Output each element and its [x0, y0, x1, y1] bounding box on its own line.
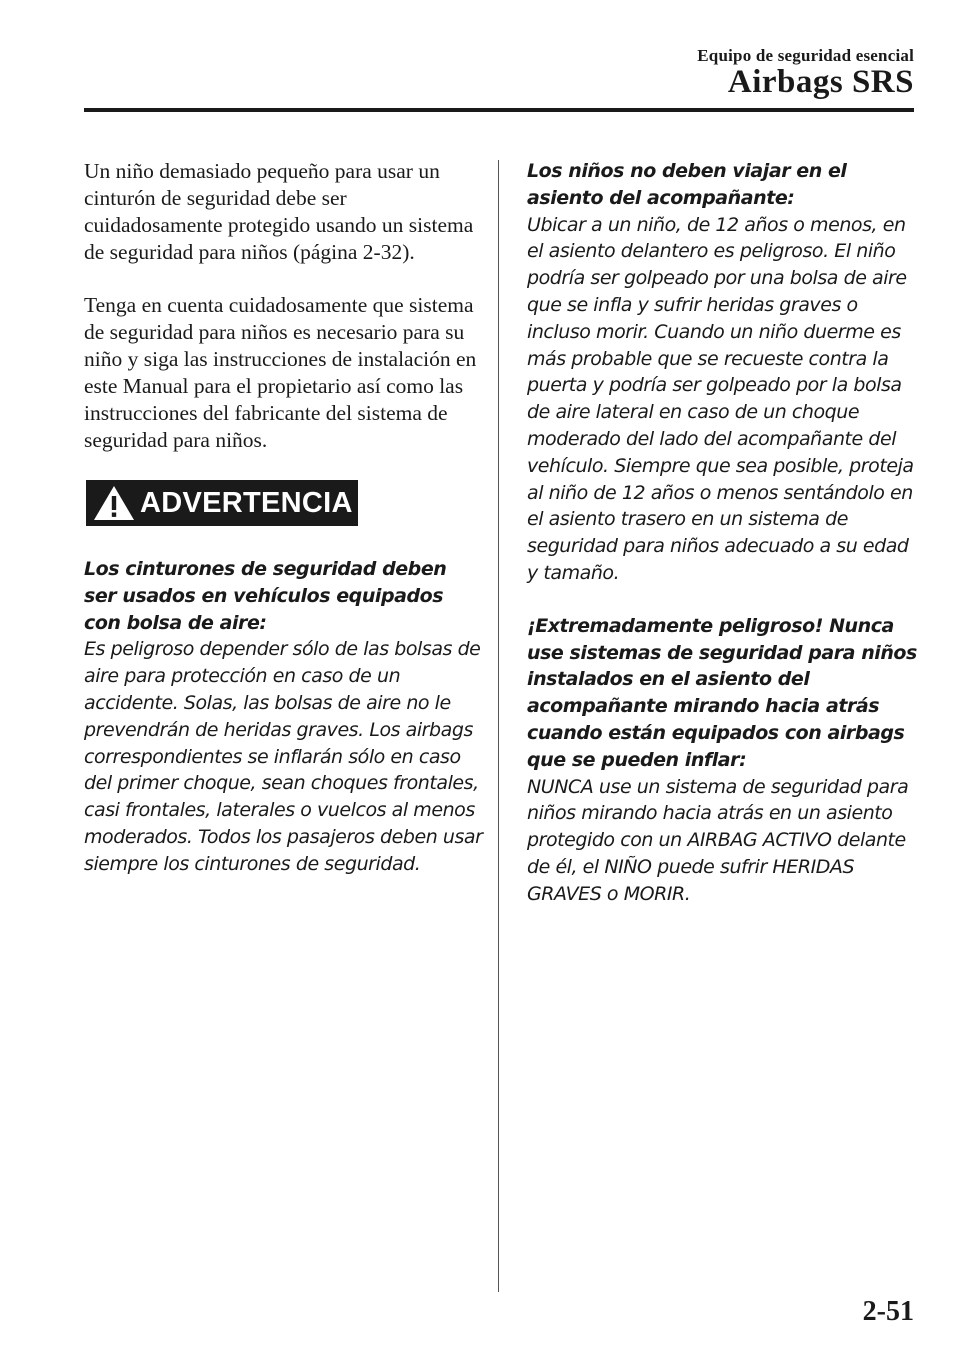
children-warning-body: Ubicar a un niño, de 12 años o menos, en el asiento delantero es peligroso. El niño podría ser golpeado por una bolsa de aire que se infla y sufrir heridas graves o incluso morir. Cuando un niño duerme es más probable que se recueste contra la puerta y podría ser golpeado por la bolsa de aire lateral en caso de un choque moderado del lado del acompañante del vehículo. Siempre que sea posible, proteja al niño de 12 años o menos sentándolo en el asiento trasero en un sistema de seguridad para niños adecuado a su edad y tamaño. — [527, 213, 914, 584]
warning-body: Es peligroso depender sólo de las bolsas de aire para protección en caso de un accidente. Solas, las bolsas de aire no le prevendrán de heridas graves. Los airbags correspondientes se inflarán sólo en caso del primer choque, sean choques frontales, casi frontales, laterales o vuelcos al menos moderados. Todos los pasajeros deben usar siempre los cinturones de seguridad. — [84, 638, 483, 875]
warning-label: ADVERTENCIA — [140, 486, 353, 519]
column-divider — [498, 160, 499, 1292]
warning-triangle-icon — [92, 483, 136, 523]
children-warning-heading: Los niños no deben viajar en el asiento del acompañante: — [527, 160, 847, 209]
intro-paragraph: Un niño demasiado pequeño para usar un cinturón de seguridad debe ser cuidadosamente protegido usando un sistema de seguridad para niños (página 2-32). — [84, 159, 474, 264]
rear-facing-warning-body: NUNCA use un sistema de seguridad para niños mirando hacia atrás en un asiento protegido con un AIRBAG ACTIVO delante de él, el NIÑO puede sufrir HERIDAS GRAVES o MORIR. — [527, 775, 909, 905]
header-divider — [84, 108, 914, 112]
warning-children-block — [527, 158, 919, 908]
warning-heading: Los cinturones de seguridad deben ser usados en vehículos equipados con bolsa de aire: — [84, 558, 447, 634]
page-title: Airbags SRS — [727, 64, 914, 100]
right-column — [527, 158, 919, 908]
page-number: 2-51 — [862, 1296, 914, 1327]
warning-banner — [86, 480, 358, 526]
left-column — [84, 158, 484, 878]
instructions-paragraph: Tenga en cuenta cuidadosamente que sistema de seguridad para niños es necesario para su niño y siga las instrucciones de instalación en este Manual para el propietario así como las instrucciones del fabricante del sistema de seguridad para niños. — [84, 293, 477, 452]
rear-facing-warning-heading: ¡Extremadamente peligroso! Nunca use sistemas de seguridad para niños instalados en el asiento del acompañante mirando hacia atrás cuando están equipados con airbags que se pueden inflar: — [527, 614, 917, 771]
warning-seatbelt-block — [84, 556, 484, 878]
section-title: Equipo de seguridad esencial — [697, 46, 914, 65]
